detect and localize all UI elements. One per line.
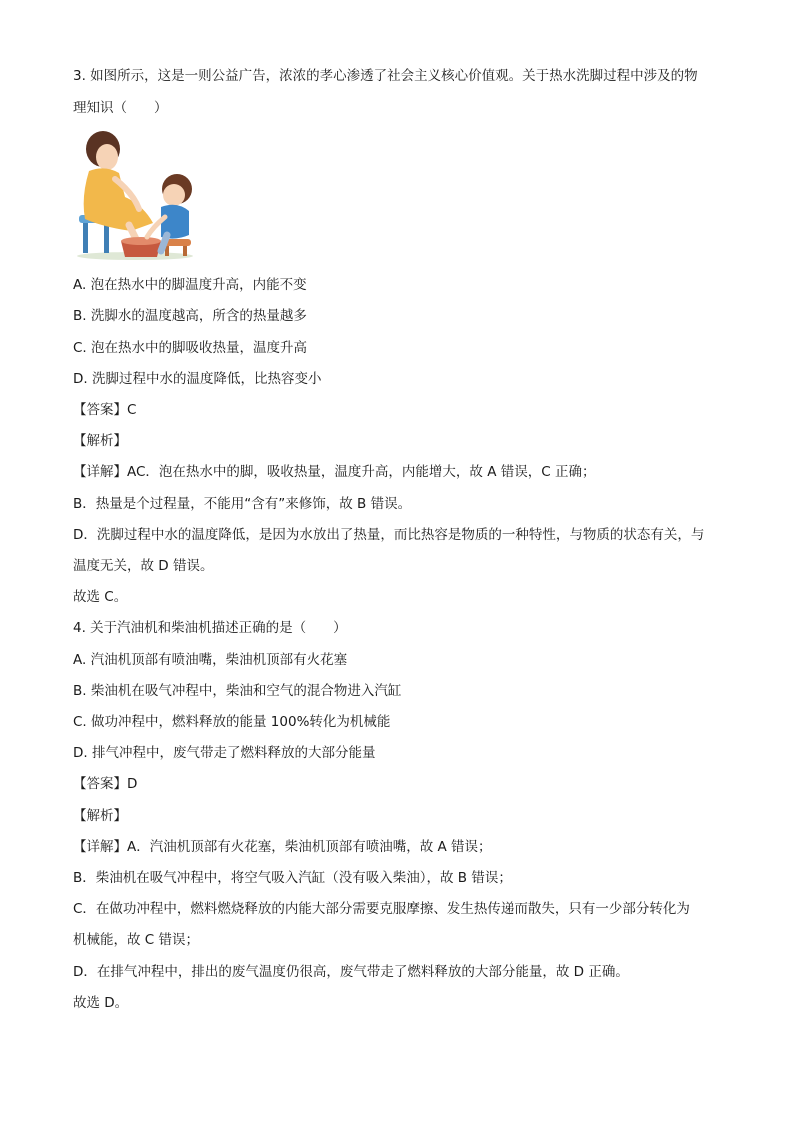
q3-option-b: B. 洗脚水的温度越高，所含的热量越多 <box>73 308 307 324</box>
q4-stem: 4. 关于汽油机和柴油机描述正确的是（ ） <box>73 620 347 636</box>
q3-option-a: A. 泡在热水中的脚温度升高，内能不变 <box>73 277 307 293</box>
q4-detail-line1: 【详解】A．汽油机顶部有火花塞，柴油机顶部有喷油嘴，故 A 错误； <box>73 839 492 855</box>
q4-analysis-heading: 【解析】 <box>73 808 127 824</box>
q3-stem-line2: 理知识（ ） <box>73 100 168 116</box>
q4-detail-line5: D．在排气冲程中，排出的废气温度仍很高，废气带走了燃料释放的大部分能量，故 D 正确。 <box>73 964 629 980</box>
q4-option-d: D. 排气冲程中，废气带走了燃料释放的大部分能量 <box>73 745 376 761</box>
q3-option-c: C. 泡在热水中的脚吸收热量，温度升高 <box>73 340 308 356</box>
q3-detail-line1: 【详解】AC．泡在热水中的脚，吸收热量，温度升高，内能增大，故 A 错误，C 正确； <box>73 464 596 480</box>
q3-stem-line1: 3. 如图所示，这是一则公益广告，浓浓的孝心渗透了社会主义核心价值观。关于热水洗脚过程中涉及的物 <box>73 68 698 84</box>
q4-detail-line3: C．在做功冲程中，燃料燃烧释放的内能大部分需要克服摩擦、发生热传递而散失，只有一少部分转化为 <box>73 901 690 917</box>
q3-answer: 【答案】C <box>73 402 137 418</box>
q3-conclusion: 故选 C。 <box>73 589 128 605</box>
q4-option-a: A. 汽油机顶部有喷油嘴，柴油机顶部有火花塞 <box>73 652 348 668</box>
q4-answer: 【答案】D <box>73 776 138 792</box>
q4-detail-line4: 机械能，故 C 错误； <box>73 932 200 948</box>
q3-analysis-heading: 【解析】 <box>73 433 127 449</box>
mother-face <box>96 144 118 170</box>
illustration-svg <box>73 127 195 261</box>
q3-detail-line2: B．热量是个过程量，不能用“含有”来修饰，故 B 错误。 <box>73 496 412 512</box>
q4-option-b: B. 柴油机在吸气冲程中，柴油和空气的混合物进入汽缸 <box>73 683 402 699</box>
q4-option-c: C. 做功冲程中，燃料释放的能量 100%转化为机械能 <box>73 714 391 730</box>
q3-detail-line3: D．洗脚过程中水的温度降低，是因为水放出了热量，而比热容是物质的一种特性，与物质的状态有关，与 <box>73 527 705 543</box>
q3-option-d: D. 洗脚过程中水的温度降低，比热容变小 <box>73 371 322 387</box>
boy-face <box>163 184 185 206</box>
q4-conclusion: 故选 D。 <box>73 995 129 1011</box>
q4-detail-line2: B．柴油机在吸气冲程中，将空气吸入汽缸（没有吸入柴油），故 B 错误； <box>73 870 512 886</box>
q3-detail-line4: 温度无关，故 D 错误。 <box>73 558 214 574</box>
foot-washing-illustration <box>73 127 195 261</box>
